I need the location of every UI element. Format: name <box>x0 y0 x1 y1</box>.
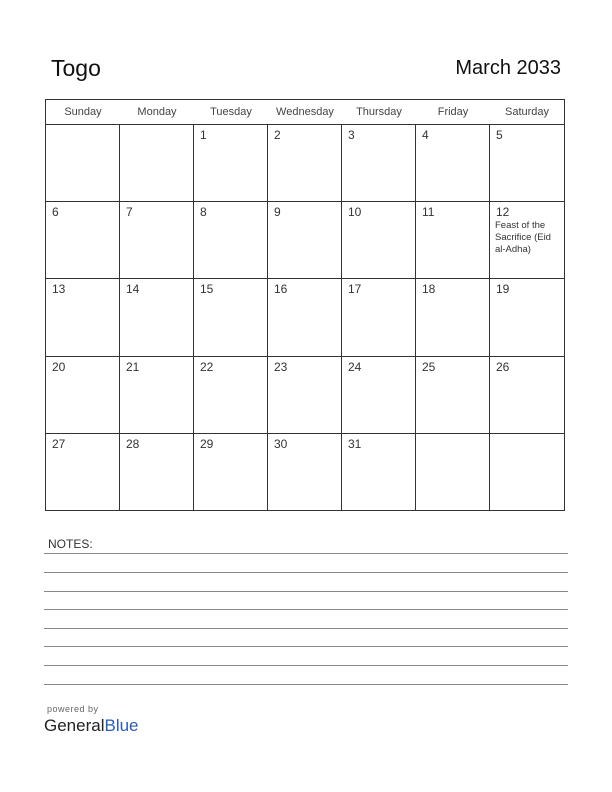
day-number: 21 <box>126 359 140 374</box>
weekday-label: Tuesday <box>210 106 252 118</box>
day-cell <box>46 202 120 279</box>
day-cell <box>416 434 490 511</box>
day-number: 7 <box>126 205 133 220</box>
day-cell <box>490 357 564 434</box>
day-number: 4 <box>422 128 429 142</box>
weekday-label: Sunday <box>64 106 102 118</box>
day-number: 28 <box>126 436 140 451</box>
brand-logo <box>44 716 139 736</box>
day-cell <box>268 125 342 202</box>
day-cell <box>416 279 490 356</box>
weekday-header <box>46 100 564 125</box>
notes-line <box>44 591 568 592</box>
day-number: 23 <box>274 359 288 374</box>
day-number: 19 <box>496 282 510 297</box>
day-number: 13 <box>52 282 66 297</box>
notes-line <box>44 665 568 666</box>
day-number: 17 <box>348 282 362 297</box>
day-cell <box>120 125 194 202</box>
day-cell <box>490 434 564 511</box>
day-number: 6 <box>52 205 59 220</box>
day-number: 3 <box>348 128 355 142</box>
day-cell <box>416 357 490 434</box>
holiday-label: Feast of the Sacrifice (Eid al-Adha) <box>495 220 551 256</box>
month-title: March 2033 <box>455 57 561 79</box>
day-cell <box>268 434 342 511</box>
day-cell <box>342 434 416 511</box>
day-number: 2 <box>274 128 281 142</box>
day-cell <box>194 202 268 279</box>
day-number: 10 <box>348 205 362 220</box>
notes-line <box>44 609 568 610</box>
day-cell <box>268 357 342 434</box>
notes-line <box>44 572 568 573</box>
day-cell <box>268 279 342 356</box>
day-cell <box>120 434 194 511</box>
day-number: 27 <box>52 436 66 451</box>
weekday-label: Friday <box>437 106 469 118</box>
day-cell <box>120 202 194 279</box>
day-number: 14 <box>126 282 140 297</box>
day-cell <box>490 202 564 279</box>
day-cell <box>46 434 120 511</box>
notes-line <box>44 628 568 629</box>
day-cell <box>194 125 268 202</box>
weekday-label: Monday <box>137 106 177 118</box>
day-cell <box>490 279 564 356</box>
day-cell <box>46 357 120 434</box>
day-number: 11 <box>422 205 435 220</box>
day-number: 12 <box>496 205 510 220</box>
day-cell <box>120 357 194 434</box>
day-number: 29 <box>200 436 214 451</box>
day-cell <box>416 202 490 279</box>
brand-general: General <box>44 716 105 735</box>
brand-blue: Blue <box>104 716 139 735</box>
day-number: 8 <box>200 205 207 220</box>
notes-label: NOTES: <box>48 537 93 551</box>
day-number: 9 <box>274 205 281 220</box>
day-cell <box>194 357 268 434</box>
notes-line <box>44 553 568 554</box>
day-cell <box>46 279 120 356</box>
day-number: 15 <box>200 282 214 297</box>
calendar <box>45 99 565 511</box>
notes-line <box>44 684 568 685</box>
day-cell <box>46 125 120 202</box>
day-number: 18 <box>422 282 436 297</box>
day-cell <box>194 434 268 511</box>
day-cell <box>194 279 268 356</box>
weekday-label: Thursday <box>356 106 402 118</box>
calendar-grid <box>46 125 564 511</box>
day-cell <box>342 202 416 279</box>
day-number: 31 <box>348 436 362 451</box>
day-number: 26 <box>496 359 510 374</box>
day-number: 1 <box>200 128 207 142</box>
day-cell <box>342 125 416 202</box>
day-number: 30 <box>274 436 288 451</box>
country-title: Togo <box>51 55 101 81</box>
day-number: 22 <box>200 359 214 374</box>
day-number: 25 <box>422 359 436 374</box>
weekday-label: Saturday <box>504 106 550 118</box>
day-cell <box>342 357 416 434</box>
day-cell <box>268 202 342 279</box>
day-number: 24 <box>348 359 362 374</box>
day-cell <box>490 125 564 202</box>
weekday-label: Wednesday <box>276 106 334 118</box>
day-number: 20 <box>52 359 66 374</box>
day-number: 5 <box>496 128 503 142</box>
powered-by: powered by <box>47 704 99 714</box>
day-number: 16 <box>274 282 288 297</box>
day-cell <box>342 279 416 356</box>
day-cell <box>120 279 194 356</box>
notes-line <box>44 646 568 647</box>
day-cell <box>416 125 490 202</box>
